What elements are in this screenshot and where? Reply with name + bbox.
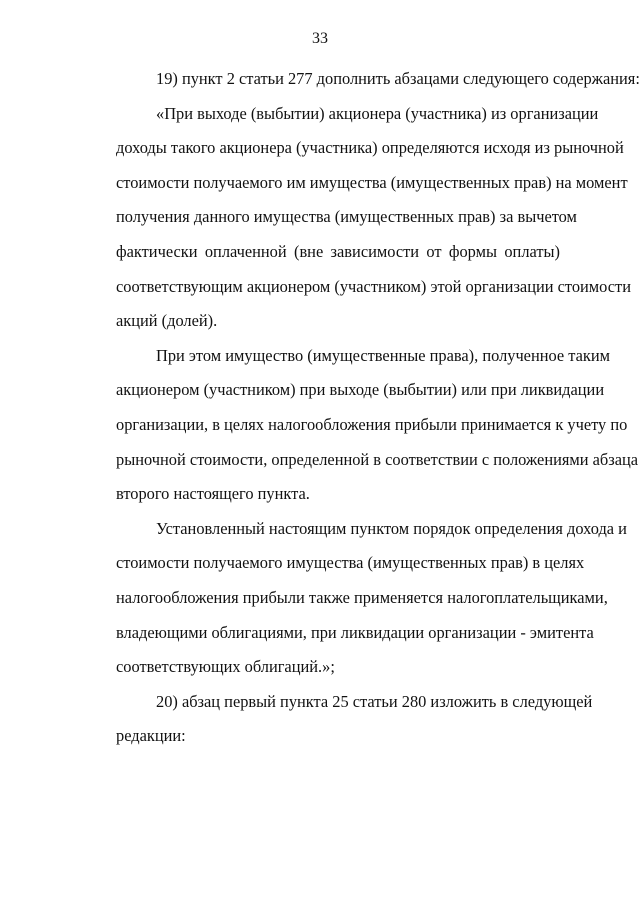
paragraph-property xyxy=(76,339,639,512)
paragraph-line: фактически оплаченной (вне зависимости от формы оплаты) xyxy=(116,241,560,261)
paragraph-line: акционером (участником) при выходе (выбытии) или при ликвидации xyxy=(116,380,605,400)
paragraph-line: соответствующим акционером (участником) этой организации стоимости xyxy=(116,276,631,296)
paragraph-line: налогообложения прибыли также применяется налогоплательщиками, xyxy=(116,587,608,607)
paragraph-item-19 xyxy=(76,62,640,97)
paragraph-quote-start xyxy=(76,97,631,339)
paragraph-line: 20) абзац первый пункта 25 статьи 280 изложить в следующей xyxy=(156,691,593,711)
paragraph-line: При этом имущество (имущественные права), полученное таким xyxy=(156,345,611,365)
paragraph-line: второго настоящего пункта. xyxy=(116,484,310,504)
paragraph-line: Установленный настоящим пунктом порядок определения дохода и xyxy=(156,518,627,538)
paragraph-line: редакции: xyxy=(116,726,186,746)
paragraph-line: соответствующих облигаций.»; xyxy=(116,657,335,677)
paragraph-line: владеющими облигациями, при ликвидации организации - эмитента xyxy=(116,622,594,642)
paragraph-line: 19) пункт 2 статьи 277 дополнить абзацами следующего содержания: xyxy=(156,69,640,88)
paragraph-line: доходы такого акционера (участника) определяются исходя из рыночной xyxy=(116,138,624,158)
paragraph-bonds xyxy=(76,512,627,685)
paragraph-line: стоимости получаемого имущества (имущественных прав) в целях xyxy=(116,553,585,573)
paragraph-line: акций (долей). xyxy=(116,311,218,331)
paragraph-line: стоимости получаемого им имущества (имущественных прав) на момент xyxy=(116,172,628,192)
page-number: 33 xyxy=(312,30,328,47)
paragraph-line: рыночной стоимости, определенной в соответствии с положениями абзаца xyxy=(116,449,639,469)
paragraph-line: организации, в целях налогообложения прибыли принимается к учету по xyxy=(116,414,628,434)
paragraph-item-20 xyxy=(76,685,593,754)
paragraph-line: получения данного имущества (имущественных прав) за вычетом xyxy=(116,207,577,227)
document-body xyxy=(76,62,640,754)
paragraph-line: «При выходе (выбытии) акционера (участника) из организации xyxy=(156,103,599,123)
